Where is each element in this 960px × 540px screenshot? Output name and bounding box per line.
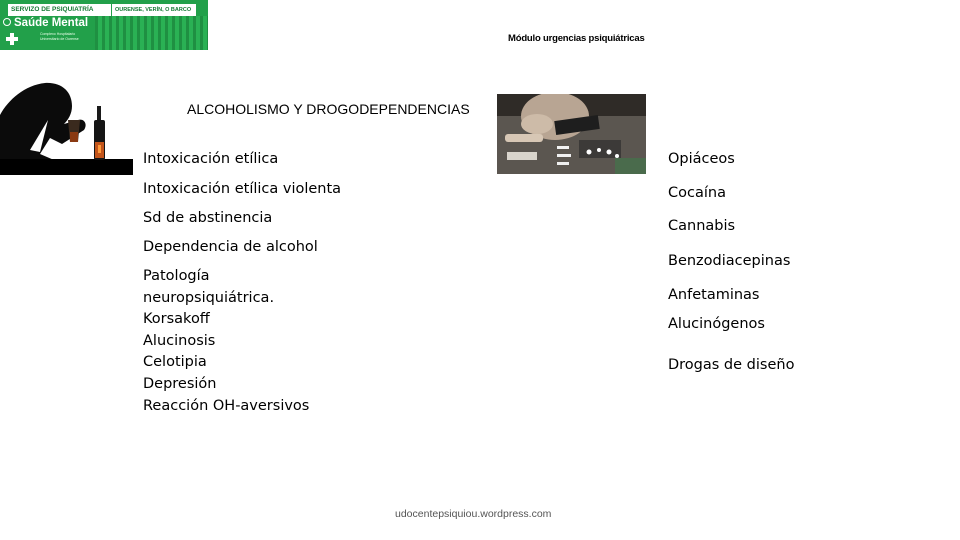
pathology-line: Korsakoff	[143, 311, 210, 328]
alcohol-silhouette-image	[0, 80, 133, 175]
pathology-line: Patología	[143, 268, 210, 284]
logo-subtitle: Complexo Hospitalario Universitario de Ourense	[40, 32, 79, 41]
list-item: Drogas de diseño	[668, 357, 795, 373]
list-item: Sd de abstinencia	[143, 210, 273, 226]
pathology-line: Depresión	[143, 376, 217, 392]
logo-brand: Saúde Mental	[14, 17, 89, 29]
health-cross-icon	[6, 33, 18, 45]
list-item: Intoxicación etílica violenta	[143, 181, 342, 197]
drugs-photo-image	[497, 94, 646, 174]
pathology-line: Reacción OH-aversivos	[143, 397, 310, 414]
pathology-line: Celotipia	[143, 354, 207, 371]
logo-banner	[0, 0, 208, 50]
list-item: Anfetaminas	[668, 287, 760, 303]
brand-icon	[3, 18, 11, 26]
list-item: Cocaína	[668, 185, 726, 201]
logo-service-label: SERVIZO DE PSIQUIATRÍA	[8, 4, 111, 16]
logo-location-label: OURENSE, VERÍN, O BARCO	[112, 4, 196, 16]
pathology-line: Alucinosis	[143, 332, 216, 349]
list-item: Cannabis	[668, 218, 736, 234]
list-item: Benzodiacepinas	[668, 253, 791, 269]
section-title: ALCOHOLISMO Y DROGODEPENDENCIAS	[187, 101, 470, 117]
list-item: Alucinógenos	[668, 316, 765, 332]
list-item: Dependencia de alcohol	[143, 239, 318, 255]
list-item: Opiáceos	[668, 151, 735, 167]
footer-url: udocentepsiquiou.wordpress.com	[395, 508, 552, 520]
list-item: Intoxicación etílica	[143, 151, 279, 167]
pathology-line: neuropsiquiátrica.	[143, 289, 275, 306]
circuit-pattern	[95, 16, 208, 50]
page-header-title: Módulo urgencias psiquiátricas	[508, 33, 645, 44]
